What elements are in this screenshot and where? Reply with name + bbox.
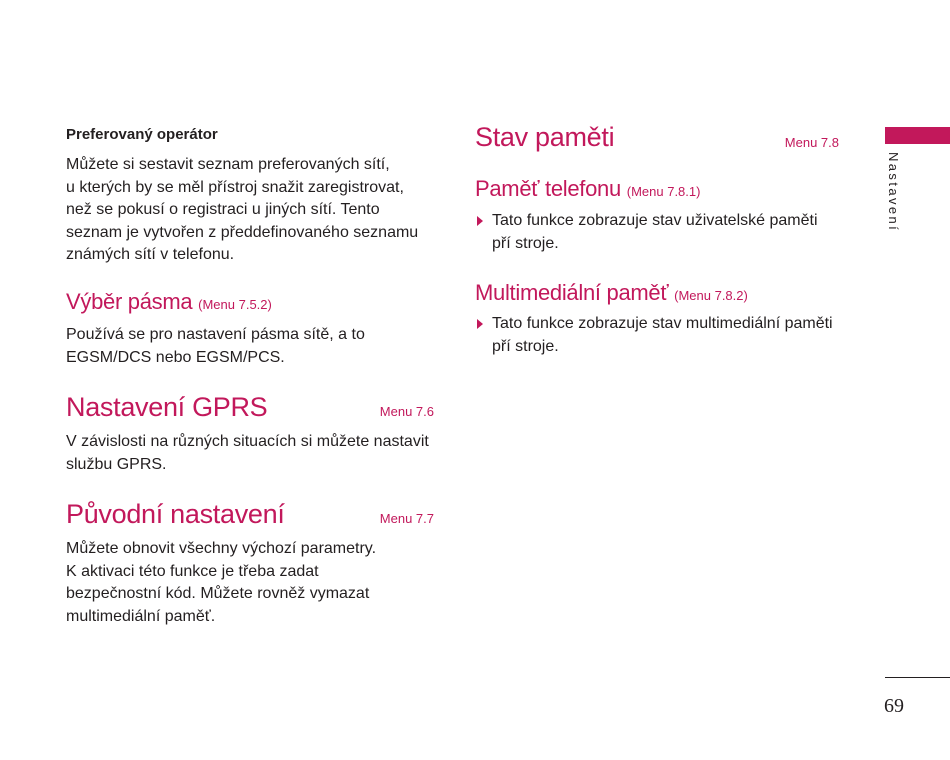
gprs-settings-body: V závislosti na různých situacích si můžete nastavit službu GPRS. xyxy=(66,433,429,473)
bullet-arrow-icon xyxy=(477,216,483,226)
section-tab-label: Nastavení xyxy=(886,152,901,233)
preferred-operator-heading: Preferovaný operátor xyxy=(66,126,218,143)
multimedia-memory-body: Tato funkce zobrazuje stav multimediální paměti pří stroje. xyxy=(492,315,833,355)
multimedia-memory-menu-ref: (Menu 7.8.2) xyxy=(674,288,748,303)
multimedia-memory-heading xyxy=(475,279,748,310)
phone-memory-heading xyxy=(475,175,700,206)
band-selection-menu-ref: (Menu 7.5.2) xyxy=(198,297,272,312)
memory-status-menu-ref: Menu 7.8 xyxy=(784,135,839,150)
phone-memory-body: Tato funkce zobrazuje stav uživatelské paměti pří stroje. xyxy=(492,212,818,252)
bullet-arrow-icon xyxy=(477,319,483,329)
band-selection-heading xyxy=(66,288,272,319)
page-number-rule xyxy=(885,677,950,678)
multimedia-memory-title: Multimediální paměť xyxy=(475,280,669,305)
band-selection-title: Výběr pásma xyxy=(66,289,193,314)
gprs-settings-menu-ref: Menu 7.6 xyxy=(379,404,434,419)
page-number: 69 xyxy=(884,695,904,717)
reset-settings-title: Původní nastavení xyxy=(66,499,285,529)
reset-settings-menu-ref: Menu 7.7 xyxy=(379,511,434,526)
preferred-operator-body: Můžete si sestavit seznam preferovaných sítí, u kterých by se měl přístroj snažit zaregistrovat, než se pokusí o registraci u jiných sítí. Tento seznam je vytvořen z předdefinovaného seznamu známých sítí v telefonu. xyxy=(66,156,419,263)
phone-memory-title: Paměť telefonu xyxy=(475,176,621,201)
phone-memory-menu-ref: (Menu 7.8.1) xyxy=(626,184,701,199)
section-tab-marker xyxy=(885,127,950,144)
reset-settings-body: Můžete obnovit všechny výchozí parametry. K aktivaci této funkce je třeba zadat bezpečnostní kód. Můžete rovněž vymazat multimediální paměť. xyxy=(66,540,377,625)
band-selection-body: Používá se pro nastavení pásma sítě, a to EGSM/DCS nebo EGSM/PCS. xyxy=(66,326,365,366)
memory-status-title: Stav paměti xyxy=(475,122,615,152)
gprs-settings-title: Nastavení GPRS xyxy=(66,392,268,422)
